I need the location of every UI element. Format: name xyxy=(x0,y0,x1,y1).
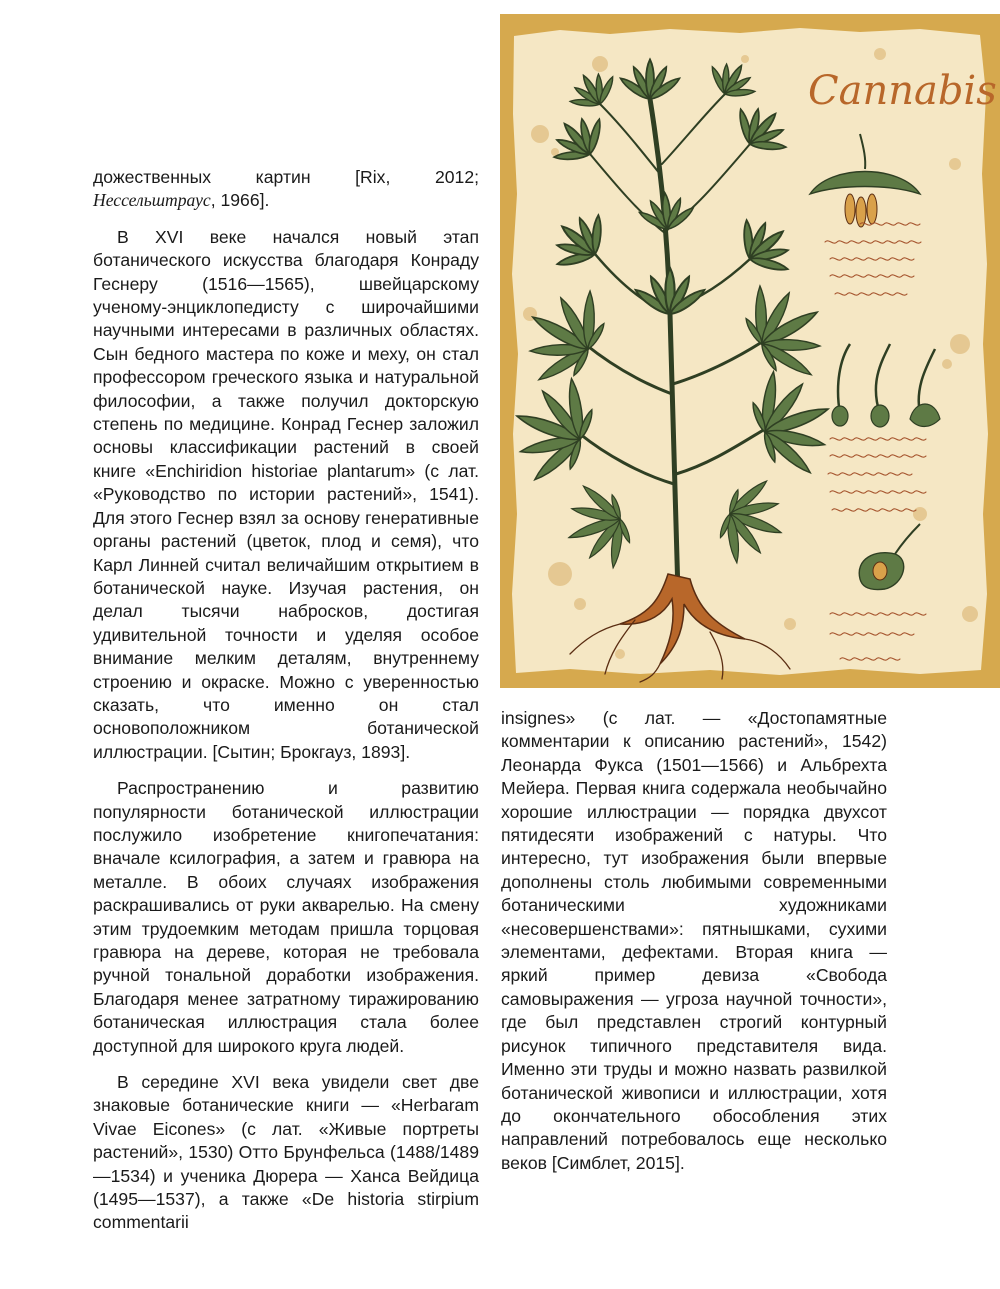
paragraph: В XVI веке начался новый этап ботанического искусства благодаря Конраду Геснеру (1516—1565), швейцарскому ученому-энциклопедисту с широчайшими научными интересами в различных областях. Сын бедного мастера по коже и меху, он стал профессором греческого языка и натуральной философии, а также получил докторскую степень по медицине. Конрад Геснер заложил основы классификации растений в своей книге «Enchiridion historiae plantarum» (с лат. «Руководство по истории растений», 1541). Для этого Геснер взял за основу генеративные органы растений (цветок, плод и семя), что Карл Линней считал величайшим открытием в ботанической науке. Изучая растения, он делал тысячи набросков, достигая удивительной точности и уделяя особое внимание мелким деталям, внутреннему строению и окраске. Можно с уверенностью сказать, что именно он стал основоположником ботанической иллюстрации. [Сытин; Брокгауз, 1893]. xyxy=(93,226,479,762)
paragraph: insignes» (с лат. — «Достопамятные комментарии к описанию растений», 1542) Леонарда Фукса (1501—1566) и Альбрехта Мейера. Первая книга содержала необычайно хорошие иллюстрации — порядка двухсот пятидесяти изображений с натуры. Что интересно, тут изображения были впервые дополнены столь любимыми современными ботаническими художниками «несовершенствами»: пятнышками, сухими элементами, дефектами. Вторая книга — яркий пример девиза «Свобода самовыражения — угроза научной точности», где был представлен строгий контурный рисунок типичного представителя вида. Именно эти труды и можно назвать развилкой ботанической живописи и иллюстрации, хотя до окончательного обособления этих направлений потребовалось еще несколько веков [Симблет, 2015]. xyxy=(501,708,887,1173)
cannabis-illustration xyxy=(500,14,1000,688)
text-column-left xyxy=(93,166,479,1235)
paragraph: В середине XVI века увидели свет две знаковые ботанические книги — «Herbaram Vivae Eicones» (с лат. «Живые портреты растений», 1530) Отто Брунфельса (1488/1489—1534) и ученика Дюрера — Ханса Вейдица (1495—1537), а также «De historia stirpium commentarii xyxy=(93,1072,479,1233)
paragraph: дожественных картин [Rix, 2012; Нессельштраус, 1966]. xyxy=(93,167,479,211)
text-column-right xyxy=(501,707,887,1175)
illustration-title: Cannabis xyxy=(808,68,997,114)
paragraph: Распространению и развитию популярности ботанической иллюстрации послужило изобретение книгопечатания: вначале ксилография, а затем и гравюра на металле. В обоих случаях изображения раскрашивались от руки акварелью. На смену этим трудоемким методам пришла торцовая гравюра на дереве, которая не требовала ручной тональной доработки изображения. Благодаря менее затратному тиражированию ботаническая иллюстрация стала более доступной для широкого круга людей. xyxy=(93,778,479,1056)
